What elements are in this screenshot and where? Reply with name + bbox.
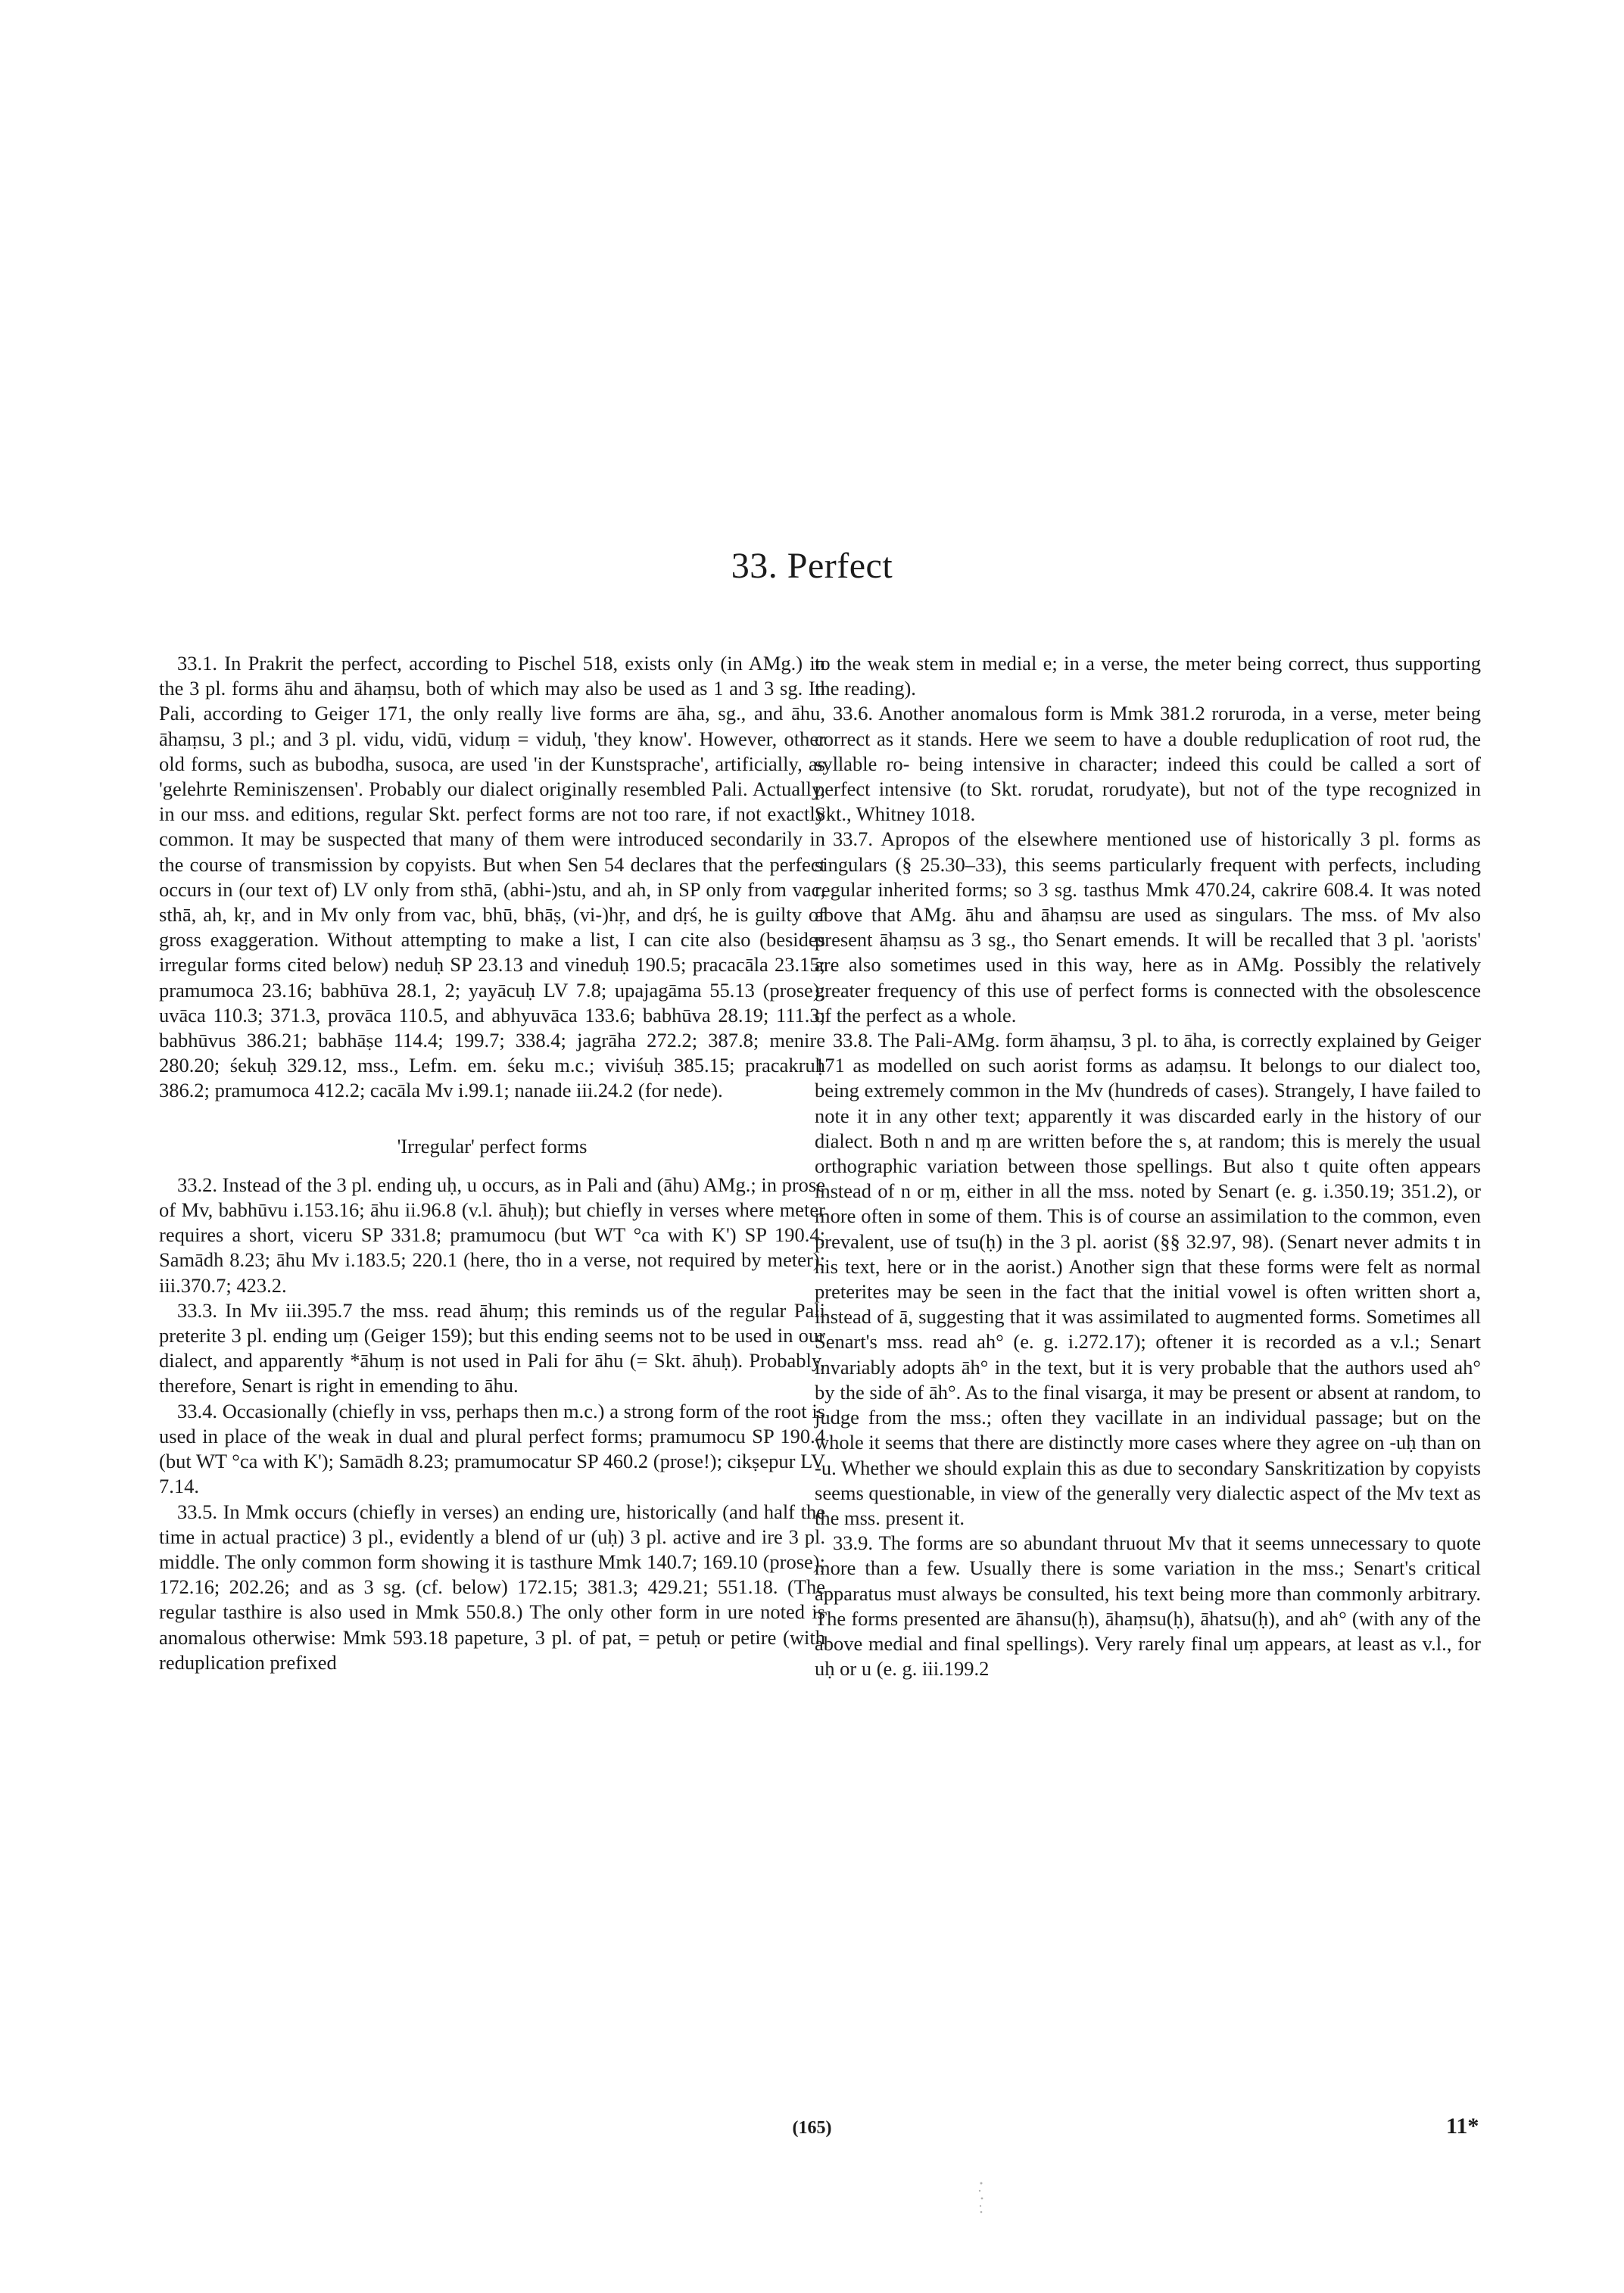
paragraph-33-7: 33.7. Apropos of the elsewhere mentioned use of historically 3 pl. forms as singulars (§ 25.30–33), this seems particularly frequent with perfects, including regular inherited forms; so 3 sg. tasthus Mmk 470.24, cakrire 608.4. It was noted above that AMg. āhu and āhaṃsu are used as singulars. The mss. of Mv also present āhaṃsu as 3 sg., tho Senart emends. It will be recalled that 3 pl. 'aorists' are also sometimes used in this way, here as in AMg. Possibly the relatively greater frequency of this use of perfect forms is connected with the obsolescence of the perfect as a whole.: [815, 827, 1481, 1027]
paragraph-33-2: 33.2. Instead of the 3 pl. ending uḥ, u occurs, as in Pali and (āhu) AMg.; in prose of Mv, babhūvu i.153.16; āhu ii.96.8 (v.l. āhuḥ); but chiefly in verses where meter requires a short, viceru SP 331.8; pramumocu (but WT °ca with K') SP 190.4; Samādh 8.23; āhu Mv i.183.5; 220.1 (here, tho in a verse, not required by meter); iii.370.7; 423.2.: [159, 1173, 825, 1297]
left-column: [159, 651, 825, 1675]
page-number: (165): [792, 2118, 832, 2138]
print-smudge-mark: [977, 2180, 986, 2215]
right-column: [815, 651, 1481, 1681]
chapter-title: 33. Perfect: [731, 546, 893, 586]
paragraph-33-5-continued: to the weak stem in medial e; in a verse, the meter being correct, thus supporting the reading).: [815, 652, 1481, 700]
paragraph-33-5: 33.5. In Mmk occurs (chiefly in verses) an ending ure, historically (and half the time in actual practice) 3 pl., evidently a blend of ur (uḥ) 3 pl. active and ire 3 pl. middle. The only common form showing it is tasthure Mmk 140.7; 169.10 (prose); 172.16; 202.26; and as 3 sg. (cf. below) 172.15; 381.3; 429.21; 551.18. (The regular tasthire is also used in Mmk 550.8.) The only other form in ure noted is anomalous otherwise: Mmk 593.18 papeture, 3 pl. of pat, = petuḥ or petire (with reduplication prefixed: [159, 1500, 825, 1674]
paragraph-33-4: 33.4. Occasionally (chiefly in vss, perhaps then m.c.) a strong form of the root is used in place of the weak in dual and plural perfect forms; pramumocu SP 190.4 (but WT °ca with K'); Samādh 8.23; pramumocatur SP 460.2 (prose!); cikṣepur LV 7.14.: [159, 1399, 825, 1498]
section-heading-irregular-perfect: 'Irregular' perfect forms: [397, 1134, 588, 1157]
paragraph-33-8: 33.8. The Pali-AMg. form āhaṃsu, 3 pl. to āha, is correctly explained by Geiger 171 as modelled on such aorist forms as adaṃsu. It belongs to our dialect too, being extremely common in the Mv (hundreds of cases). Strangely, I have failed to note it in any other text; apparently it was discarded early in the history of our dialect. Both n and ṃ are written before the s, at random; this is merely the usual orthographic variation between those spellings. But also t quite often appears instead of n or ṃ, either in all the mss. noted by Senart (e. g. i.350.19; 351.2), or more often in some of them. This is of course an assimilation to the common, even prevalent, use of tsu(ḥ) in the 3 pl. aorist (§§ 32.97, 98). (Senart never admits t in his text, here or in the aorist.) Another sign that these forms were felt as normal preterites may be seen in the fact that the initial vowel is often written short a, instead of ā, suggesting that it was assimilated to augmented forms. Sometimes all Senart's mss. read ah° (e. g. i.272.17); oftener it is recorded as a v.l.; Senart invariably adopts āh° in the text, but it is very probable that the authors used ah° by the side of āh°. As to the final visarga, it may be present or absent at random, to judge from the mss.; often they vacillate in an individual passage; but on the whole it seems that there are distinctly more cases where they agree on -uḥ than on -u. Whether we should explain this as due to secondary Sanskritization by copyists seems questionable, in view of the generally very dialectic aspect of the Mv text as the mss. present it.: [815, 1029, 1481, 1529]
paragraph-33-9: 33.9. The forms are so abundant thruout Mv that it seems unnecessary to quote more than a few. Usually there is some variation in the mss.; Senart's critical apparatus must always be consulted, his text being more than commonly arbitrary. The forms presented are āhansu(ḥ), āhaṃsu(ḥ), āhatsu(ḥ), and ah° (with any of the above medial and final spellings). Very rarely final uṃ appears, at least as v.l., for uḥ or u (e. g. iii.199.2: [815, 1531, 1481, 1681]
paragraph-33-6: 33.6. Another anomalous form is Mmk 381.2 roruroda, in a verse, meter being correct as it stands. Here we seem to have a double reduplication of root rud, the syllable ro- being intensive in character; indeed this could be called a sort of perfect intensive (to Skt. rorudat, rorudyate), but not of the type recognized in Skt., Whitney 1018.: [815, 702, 1481, 826]
signature-mark: 11*: [1446, 2114, 1479, 2139]
paragraph-33-1: 33.1. In Prakrit the perfect, according to Pischel 518, exists only (in AMg.) in the 3 pl. forms āhu and āhaṃsu, both of which may also be used as 1 and 3 sg. In Pali, according to Geiger 171, the only really live forms are āha, sg., and āhu, āhaṃsu, 3 pl.; and 3 pl. vidu, vidū, viduṃ = viduḥ, 'they know'. However, other old forms, such as bubodha, susoca, are used 'in der Kunstsprache', artificially, as 'gelehrte Reminiszensen'. Probably our dialect originally resembled Pali. Actually, in our mss. and editions, regular Skt. perfect forms are not too rare, if not exactly common. It may be suspected that many of them were introduced secondarily in the course of transmission by copyists. But when Sen 54 declares that the perfect occurs in (our text of) LV only from sthā, (abhi-)stu, and ah, in SP only from vac, sthā, ah, kṛ, and in Mv only from vac, bhū, bhāṣ, (vi-)hṛ, and dṛś, he is guilty of gross exaggeration. Without attempting to make a list, I can cite also (besides irregular forms cited below) neduḥ SP 23.13 and vineduḥ 190.5; pracacāla 23.15; pramumoca 23.16; babhūva 28.1, 2; yayācuḥ LV 7.8; upajagāma 55.13 (prose); uvāca 110.3; 371.3, provāca 110.5, and abhyuvāca 133.6; babhūva 28.19; 111.3; babhūvus 386.21; babhāṣe 114.4; 199.7; 338.4; jagrāha 272.2; 387.8; menire 280.20; śekuḥ 329.12, mss., Lefm. em. śeku m.c.; viviśuḥ 385.15; pracakruḥ 386.2; pramumoca 412.2; cacāla Mv i.99.1; nanade iii.24.2 (for nede).: [159, 652, 825, 1102]
paragraph-33-3: 33.3. In Mv iii.395.7 the mss. read āhuṃ; this reminds us of the regular Pali preterite 3 pl. ending uṃ (Geiger 159); but this ending seems not to be used in our dialect, and apparently *āhuṃ is not used in Pali for āhu (= Skt. āhuḥ). Probably, therefore, Senart is right in emending to āhu.: [159, 1298, 825, 1397]
